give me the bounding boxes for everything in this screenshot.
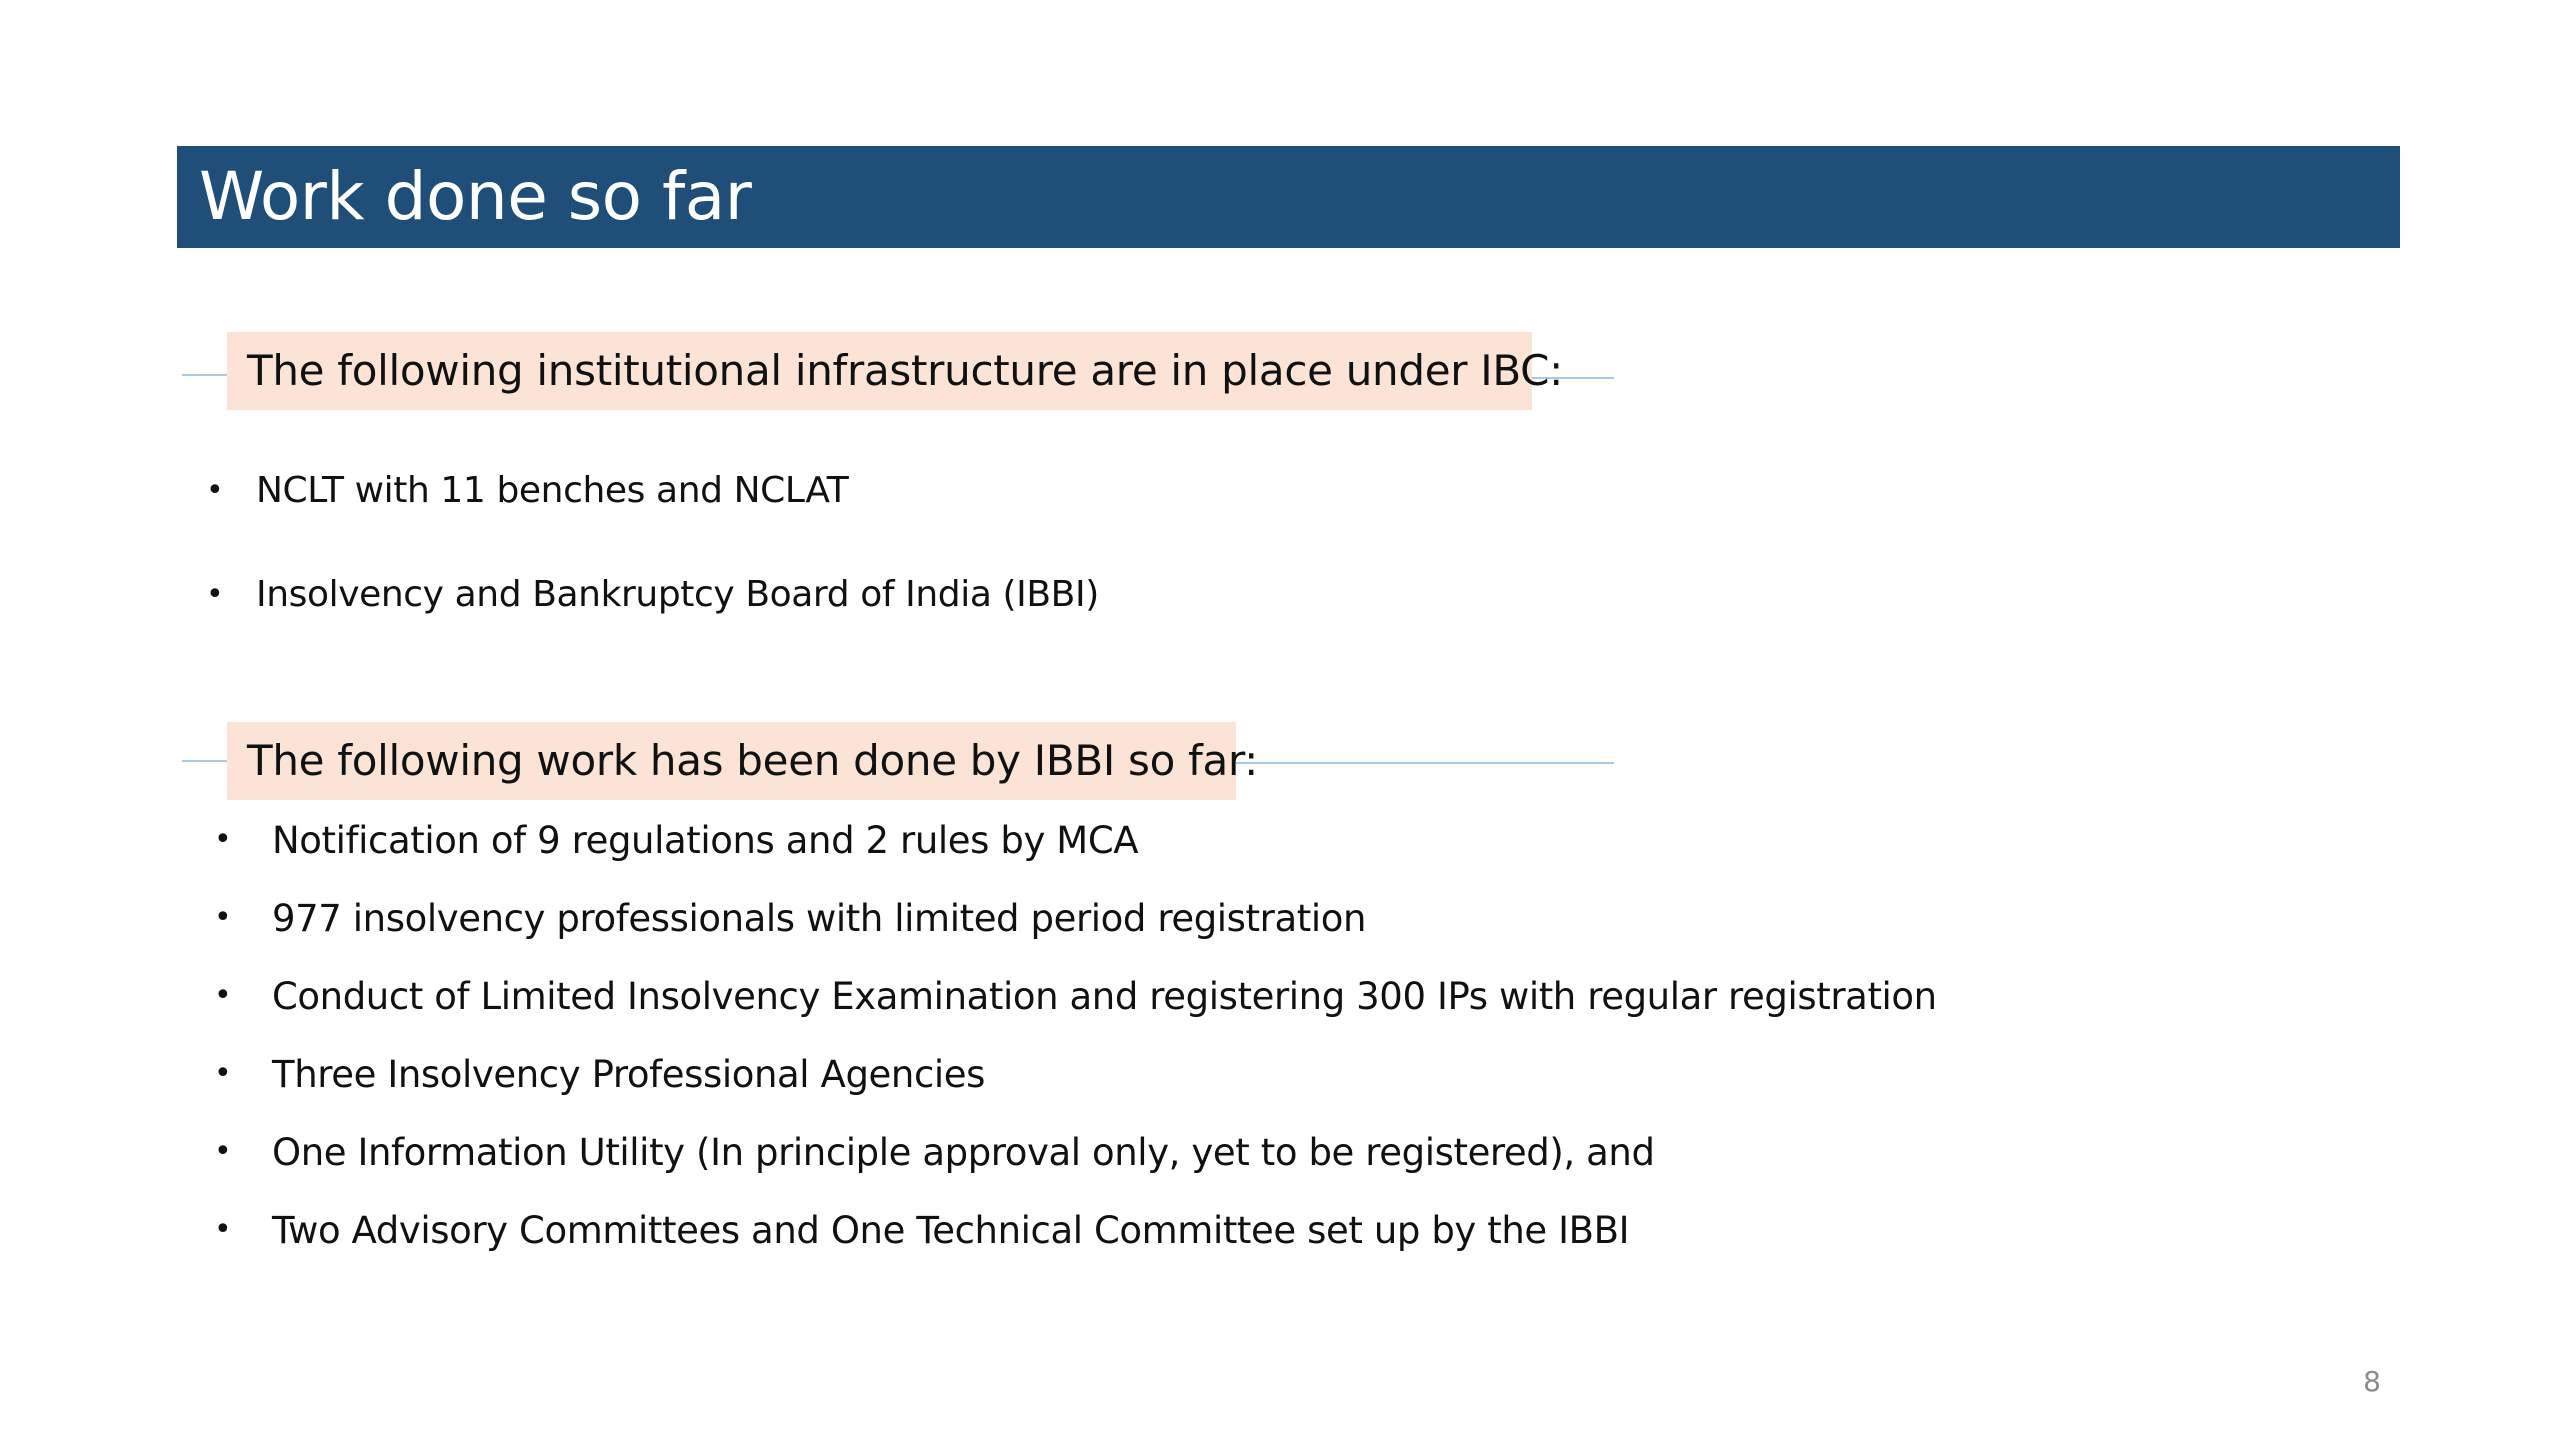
slide-title: Work done so far: [199, 158, 752, 235]
list-item-text: 977 insolvency professionals with limited period registration: [272, 896, 1367, 940]
list-item-text: Notification of 9 regulations and 2 rules by MCA: [272, 818, 1139, 862]
bullet-icon: •: [214, 1134, 232, 1169]
list-item-text: NCLT with 11 benches and NCLAT: [256, 470, 849, 511]
section-rule-left: [182, 374, 227, 376]
list-item-text: Three Insolvency Professional Agencies: [272, 1052, 986, 1096]
list-item: [214, 1205, 1630, 1255]
list-item-text: Two Advisory Committees and One Technical Committee set up by the IBBI: [272, 1208, 1630, 1252]
bullet-icon: •: [214, 1212, 232, 1247]
section-rule-left: [182, 760, 227, 762]
list-item: [206, 570, 1099, 620]
list-item: [214, 815, 1139, 865]
bullet-icon: •: [214, 822, 232, 857]
section-heading-text: The following institutional infrastructure are in place under IBC:: [247, 346, 1564, 395]
page-number: 8: [2363, 1365, 2381, 1398]
section-rule-right: [1236, 762, 1614, 764]
section-heading-infrastructure: [227, 332, 1564, 410]
section-heading-text: The following work has been done by IBBI so far:: [247, 736, 1259, 785]
list-item-text: Insolvency and Bankruptcy Board of India (IBBI): [256, 574, 1099, 615]
bullet-icon: •: [214, 1056, 232, 1091]
list-item: [214, 971, 1937, 1021]
section-heading-ibbi-work: [227, 722, 1259, 800]
bullet-icon: •: [214, 900, 232, 935]
list-item-text: Conduct of Limited Insolvency Examination and registering 300 IPs with regular registration: [272, 974, 1937, 1018]
list-item-text: One Information Utility (In principle approval only, yet to be registered), and: [272, 1130, 1655, 1174]
bullet-icon: •: [206, 577, 224, 612]
title-bar: [177, 146, 2400, 248]
list-item: [214, 1127, 1655, 1177]
bullet-icon: •: [214, 978, 232, 1013]
list-item: [214, 893, 1367, 943]
list-item: [214, 1049, 986, 1099]
list-item: [206, 466, 849, 516]
bullet-icon: •: [206, 473, 224, 508]
